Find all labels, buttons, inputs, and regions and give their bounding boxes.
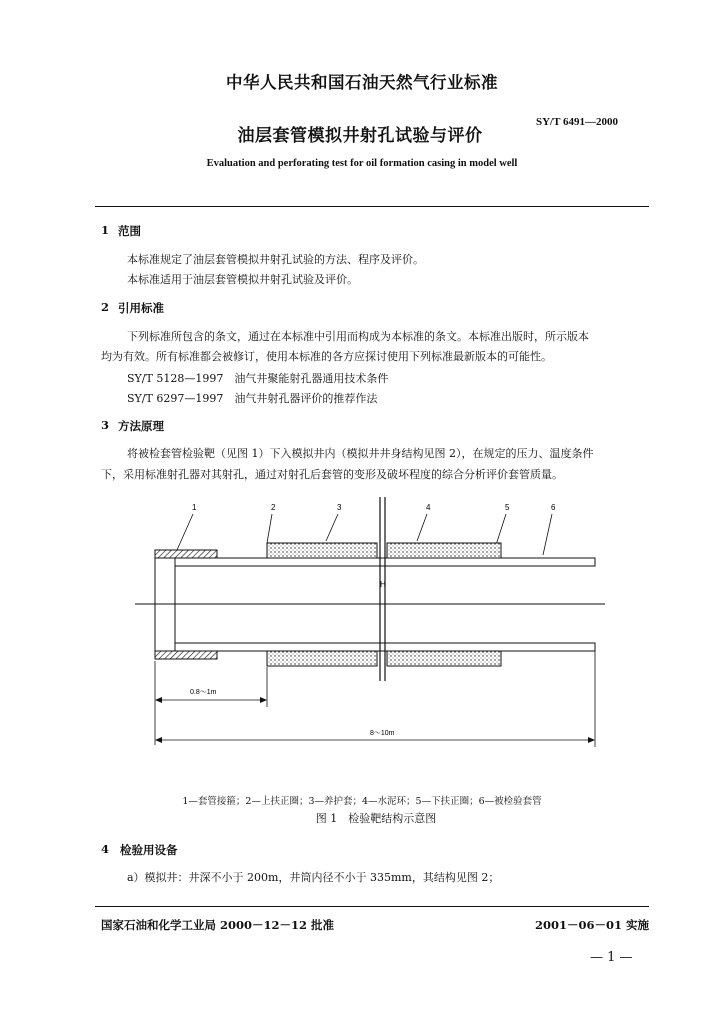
section-2-heading: 引用标准 xyxy=(118,301,164,315)
callout-2: 2 xyxy=(271,503,276,512)
standard-category-header: 中华人民共和国石油天然气行业标准 xyxy=(226,73,498,92)
section-1-line-2: 本标准适用于油层套管模拟井射孔试验及评价。 xyxy=(127,273,358,286)
standard-code: SY/T 6491—2000 xyxy=(536,116,619,128)
section-4-heading: 检验用设备 xyxy=(120,843,178,857)
reference-standard-2: SY/T 6297—1997 油气井射孔器评价的推荐作法 xyxy=(127,392,378,405)
section-2-line-1: 下列标准所包含的条文，通过在本标准中引用而构成为本标准的条文。本标准出版时，所示版本 xyxy=(127,330,589,343)
figure-caption: 图 1 检验靶结构示意图 xyxy=(315,812,437,825)
approval-text: 国家石油和化学工业局 2000－12－12 批准 xyxy=(101,918,335,932)
page-title: 油层套管模拟井射孔试验与评价 xyxy=(237,126,483,146)
bottom-divider xyxy=(95,906,649,907)
dim-long-label: 8～10m xyxy=(370,730,395,737)
section-3-number: 3 xyxy=(101,418,110,432)
english-title: Evaluation and perforating test for oil formation casing in model well xyxy=(206,158,518,169)
page-number: — 1 — xyxy=(590,950,633,965)
section-4-item-a: a）模拟井：井深不小于 200m，井筒内径不小于 335mm，其结构见图 2； xyxy=(127,871,500,884)
callout-6: 6 xyxy=(551,503,556,512)
top-divider xyxy=(95,206,649,207)
callout-4: 4 xyxy=(426,503,431,512)
section-2-number: 2 xyxy=(101,300,110,314)
reference-standard-1: SY/T 5128—1997 油气井聚能射孔器通用技术条件 xyxy=(127,372,389,385)
section-3-heading: 方法原理 xyxy=(118,419,164,433)
effective-date: 2001－06－01 实施 xyxy=(535,918,650,932)
target-structure-diagram xyxy=(130,495,610,765)
callout-1: 1 xyxy=(192,503,197,512)
callout-5: 5 xyxy=(505,503,510,512)
section-1-line-1: 本标准规定了油层套管模拟井射孔试验的方法、程序及评价。 xyxy=(127,253,424,266)
section-2-line-2: 均为有效。所有标准都会被修订，使用本标准的各方应探讨使用下列标准最新版本的可能性。 xyxy=(101,350,552,363)
section-1-number: 1 xyxy=(101,223,110,237)
figure-legend: 1—套管接箍；2—上扶正圈；3—养护套；4—水泥环；5—下扶正圈；6—被检验套管 xyxy=(182,796,542,807)
center-label: H xyxy=(380,580,386,589)
callout-3: 3 xyxy=(337,503,342,512)
dim-short-label: 0.8～1m xyxy=(190,689,217,696)
section-3-line-2: 下，采用标准射孔器对其射孔，通过对射孔后套管的变形及破坏程度的综合分析评价套管质量。 xyxy=(101,468,563,481)
section-1-heading: 范围 xyxy=(118,224,141,238)
section-3-line-1: 将被检套管检验靶（见图 1）下入模拟井内（模拟井井身结构见图 2），在规定的压力、温度条件 xyxy=(127,447,594,460)
section-4-number: 4 xyxy=(101,842,110,856)
